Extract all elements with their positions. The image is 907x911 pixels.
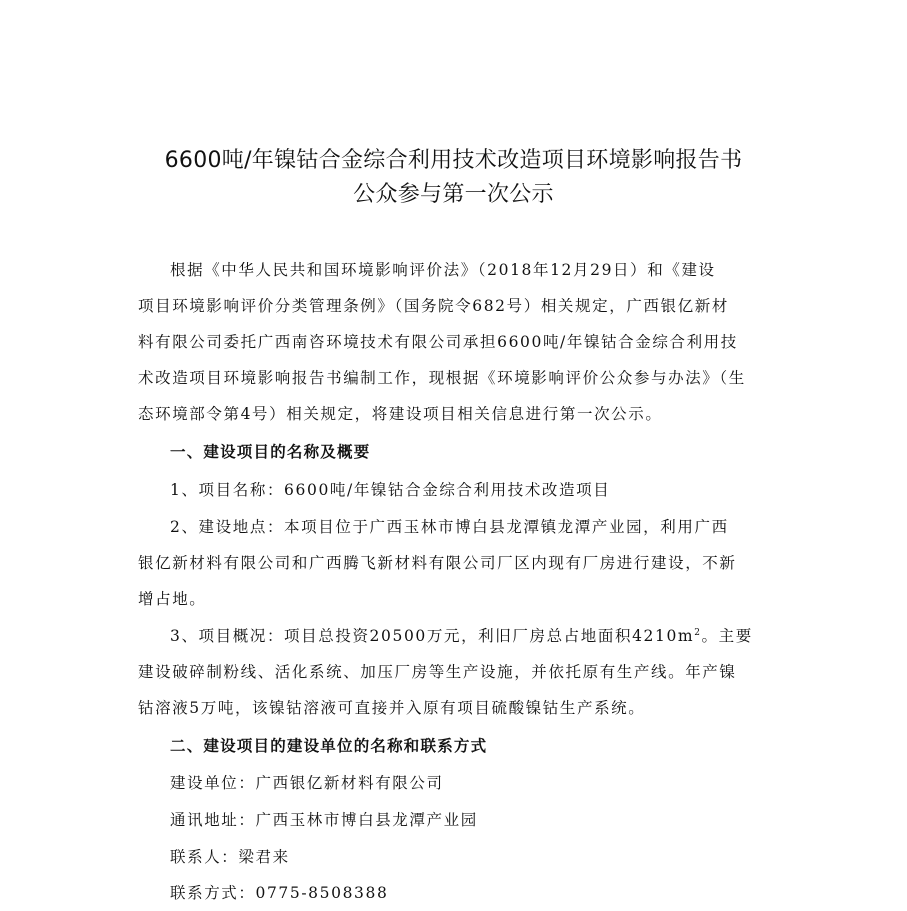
intro-line-5: 态环境部令第4号）相关规定，将建设项目相关信息进行第一次公示。	[138, 405, 663, 423]
overview-text: 3、项目概况：项目总投资20500万元，利旧厂房总占地面积4210m	[170, 627, 695, 645]
document-title-line-1: 6600吨/年镍钴合金综合利用技术改造项目环境影响报告书	[164, 148, 743, 173]
overview-text-tail: 。主要	[701, 627, 753, 645]
construction-unit: 建设单位：广西银亿新材料有限公司	[170, 774, 444, 792]
intro-line-2: 项目环境影响评价分类管理条例》（国务院令682号）相关规定，广西银亿新材	[138, 297, 729, 315]
project-overview-line-2: 建设破碎制粉线、活化系统、加压厂房等生产设施，并依托原有生产线。年产镍	[138, 663, 737, 681]
project-location-line-2: 银亿新材料有限公司和广西腾飞新材料有限公司厂区内现有厂房进行建设，不新	[138, 554, 737, 572]
project-name: 1、项目名称：6600吨/年镍钴合金综合利用技术改造项目	[170, 481, 611, 499]
project-location-line-3: 增占地。	[138, 590, 207, 608]
intro-line-3: 料有限公司委托广西南咨环境技术有限公司承担6600吨/年镍钴合金综合利用技	[138, 333, 738, 351]
section-1-heading: 一、建设项目的名称及概要	[170, 442, 371, 461]
project-overview-line-3: 钴溶液5万吨，该镍钴溶液可直接并入原有项目硫酸镍钴生产系统。	[138, 699, 646, 717]
project-location-line-1: 2、建设地点：本项目位于广西玉林市博白县龙潭镇龙潭产业园，利用广西	[170, 518, 729, 536]
contact-phone: 联系方式：0775-8508388	[170, 884, 389, 902]
document-title-line-2: 公众参与第一次公示	[353, 182, 554, 207]
project-overview-line-1	[170, 624, 753, 646]
section-2-heading: 二、建设项目的建设单位的名称和联系方式	[170, 736, 488, 755]
contact-person: 联系人：梁君来	[170, 848, 290, 866]
mailing-address: 通讯地址：广西玉林市博白县龙潭产业园	[170, 811, 478, 829]
superscript-2: 2	[694, 627, 702, 638]
intro-line-4: 术改造项目环境影响报告书编制工作，现根据《环境影响评价公众参与办法》（生	[138, 369, 746, 387]
intro-line-1: 根据《中华人民共和国环境影响评价法》（2018年12月29日）和《建设	[170, 261, 716, 279]
